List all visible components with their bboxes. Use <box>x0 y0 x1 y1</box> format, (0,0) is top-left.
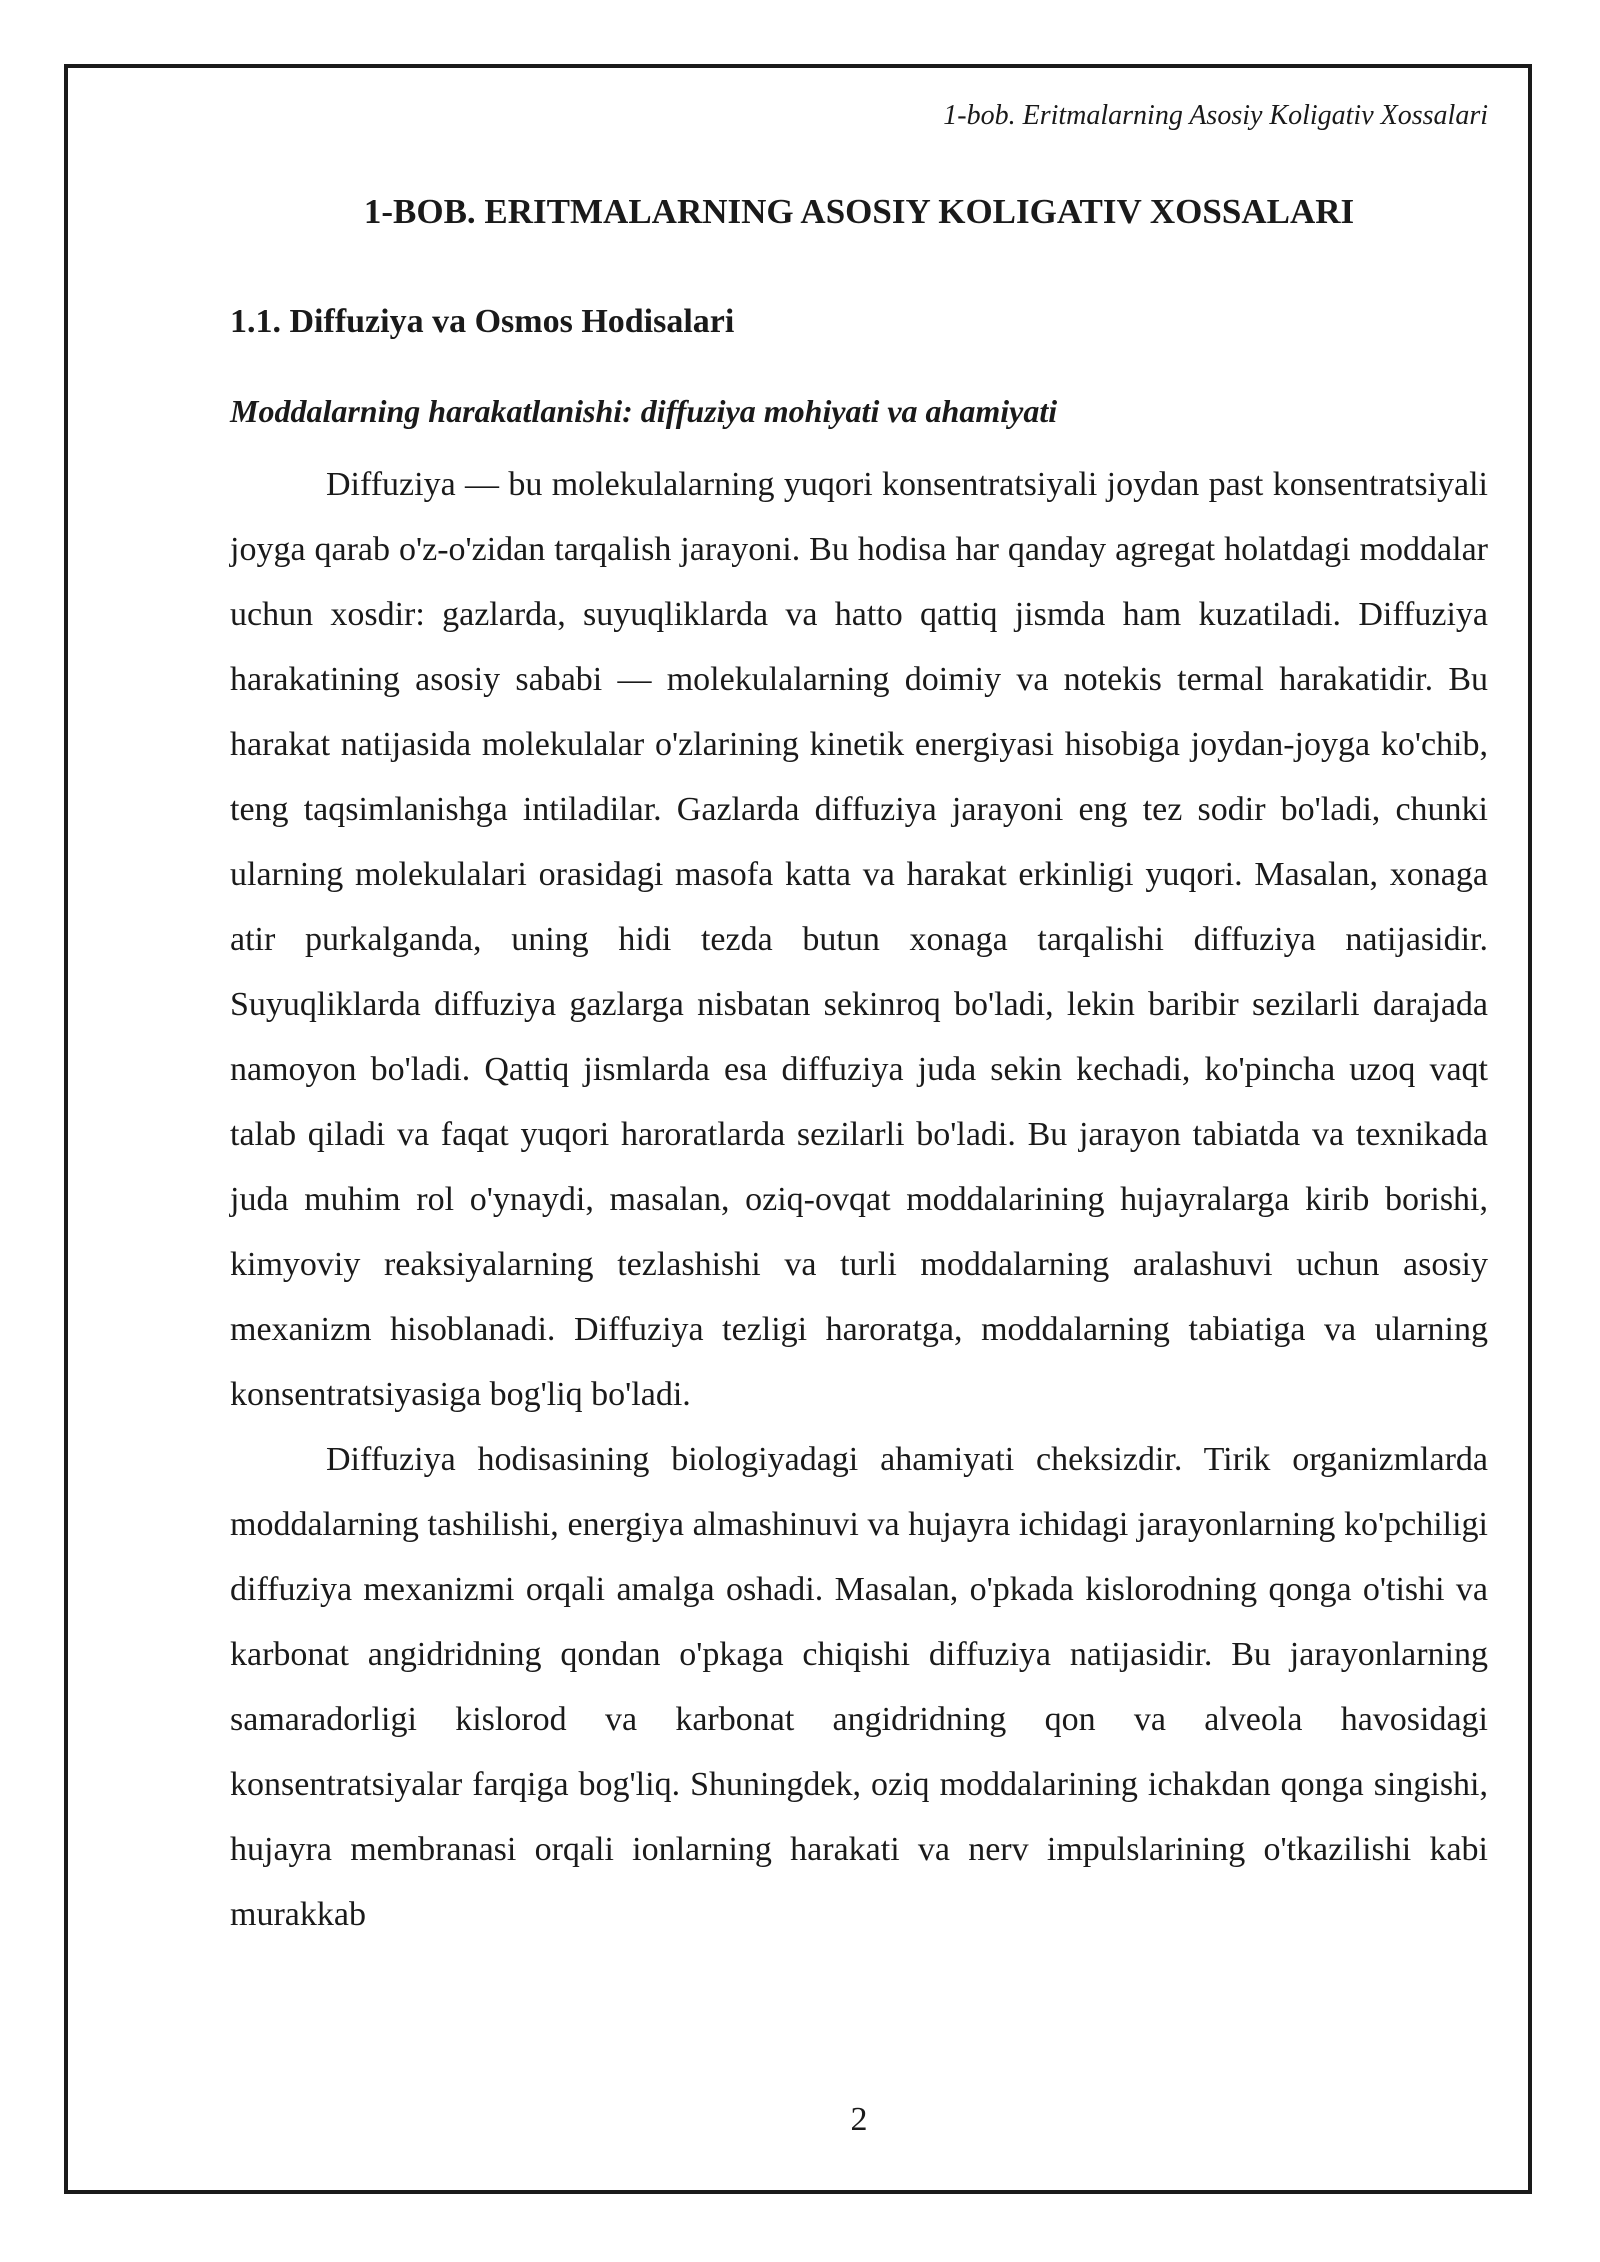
running-header: 1-bob. Eritmalarning Asosiy Koligativ Xossalari <box>943 100 1488 131</box>
section-title: 1.1. Diffuziya va Osmos Hodisalari <box>230 303 735 340</box>
body-text <box>230 452 1488 1947</box>
paragraph-1: Diffuziya — bu molekulalarning yuqori konsentratsiyali joydan past konsentratsiyali joyga qarab o'z-o'zidan tarqalish jarayoni. Bu hodisa har qanday agregat holatdagi moddalar uchun xosdir: gazlarda, suyuqliklarda va hatto qattiq jismda ham kuzatiladi. Diffuziya harakatining asosiy sababi — molekulalarning doimiy va notekis termal harakatidir. Bu harakat natijasida molekulalar o'zlarining kinetik energiyasi hisobiga joydan-joyga ko'chib, teng taqsimlanishga intiladilar. Gazlarda diffuziya jarayoni eng tez sodir bo'ladi, chunki ularning molekulalari orasidagi masofa katta va harakat erkinligi yuqori. Masalan, xonaga atir purkalganda, uning hidi tezda butun xonaga tarqalishi diffuziya natijasidir. Suyuqliklarda diffuziya gazlarga nisbatan sekinroq bo'ladi, lekin baribir sezilarli darajada namoyon bo'ladi. Qattiq jismlarda esa diffuziya juda sekin kechadi, ko'pincha uzoq vaqt talab qiladi va faqat yuqori haroratlarda sezilarli bo'ladi. Bu jarayon tabiatda va texnikada juda muhim rol o'ynaydi, masalan, oziq-ovqat moddalarining hujayralarga kirib borishi, kimyoviy reaksiyalarning tezlashishi va turli moddalarning aralashuvi uchun asosiy mexanizm hisoblanadi. Diffuziya tezligi haroratga, moddalarning tabiatiga va ularning konsentratsiyasiga bog'liq bo'ladi. <box>230 466 1488 1413</box>
subsection-title: Moddalarning harakatlanishi: diffuziya mohiyati va ahamiyati <box>230 393 1058 429</box>
paragraph-2: Diffuziya hodisasining biologiyadagi ahamiyati cheksizdir. Tirik organizmlarda moddalarning tashilishi, energiya almashinuvi va hujayra ichidagi jarayonlarning ko'pchiligi diffuziya mexanizmi orqali amalga oshadi. Masalan, o'pkada kislorodning qonga o'tishi va karbonat angidridning qondan o'pkaga chiqishi diffuziya natijasidir. Bu jarayonlarning samaradorligi kislorod va karbonat angidridning qon va alveola havosidagi konsentratsiyalar farqiga bog'liq. Shuningdek, oziq moddalarining ichakdan qonga singishi, hujayra membranasi orqali ionlarning harakati va nerv impulslarining o'tkazilishi kabi murakkab <box>230 1441 1488 1933</box>
page-number: 2 <box>850 2101 868 2138</box>
chapter-title: 1-BOB. ERITMALARNING ASOSIY KOLIGATIV XOSSALARI <box>363 192 1355 231</box>
